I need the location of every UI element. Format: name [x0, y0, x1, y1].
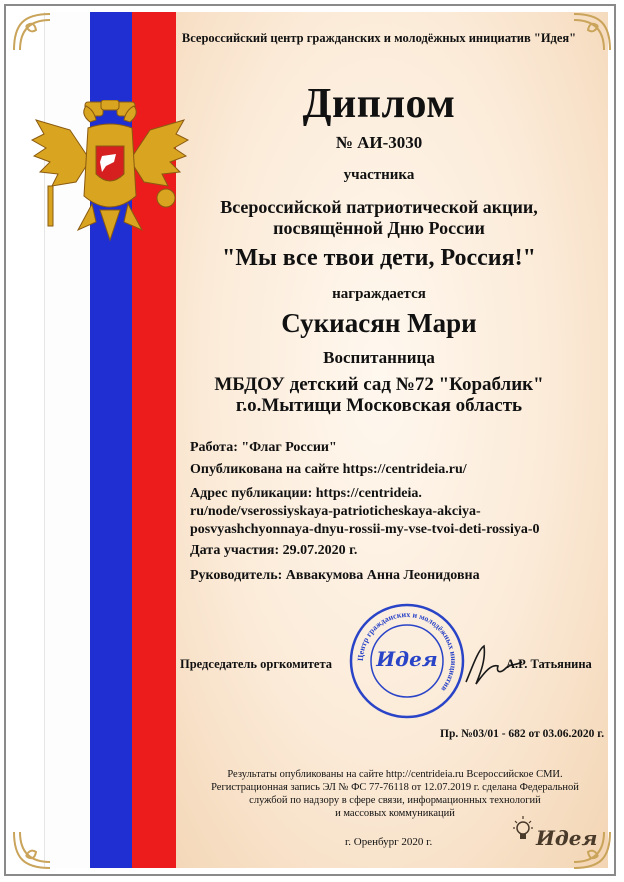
- work-title: Работа: "Флаг России": [190, 440, 337, 455]
- event-line-2: посвящённой Дню России: [273, 218, 485, 238]
- corner-ornament-icon: [10, 10, 56, 56]
- address-line-1: Адрес публикации: https://centrideia.: [190, 486, 422, 501]
- recipient-status: Воспитанница: [323, 348, 435, 367]
- logo-text: Идея: [536, 826, 598, 850]
- institution-line-1: МБДОУ детский сад №72 "Кораблик": [214, 374, 544, 395]
- institution: [150, 374, 608, 416]
- stamp-ring-text: Центр гражданских и молодёжных инициатив: [355, 609, 459, 694]
- recipient-name: Сукиасян Мари: [281, 308, 477, 338]
- supervisor: Руководитель: Аввакумова Анна Леонидовна: [190, 568, 480, 583]
- published-site: Опубликована на сайте https://centrideia.ru/: [190, 462, 467, 477]
- diploma-number: № АИ-3030: [335, 133, 423, 152]
- address-line-2: ru/node/vserossiyskaya-patrioticheskaya-akciya-: [190, 504, 481, 519]
- official-stamp-icon: [348, 602, 466, 720]
- event-name: [150, 197, 608, 239]
- event-line-1: Всероссийской патриотической акции,: [220, 197, 538, 217]
- chairman-name: А.Р. Татьянина: [506, 657, 592, 671]
- city-year: г. Оренбург 2020 г.: [345, 836, 433, 848]
- order-reference: Пр. №03/01 - 682 от 03.06.2020 г.: [440, 728, 605, 740]
- participant-role: участника: [343, 167, 415, 183]
- institution-line-2: г.о.Мытищи Московская область: [235, 395, 523, 416]
- awarded-label: награждается: [332, 286, 426, 302]
- event-slogan: "Мы все твои дети, Россия!": [222, 245, 536, 271]
- address-line-3: posvyashchyonnaya-dnyu-rossii-my-vse-tvoi-deti-rossiya-0: [190, 522, 540, 537]
- footer-line-4: и массовых коммуникаций: [335, 808, 455, 819]
- footer-line-2: Регистрационная запись ЭЛ № ФС 77-76118 от 12.07.2019 г. сделана Федеральной: [211, 782, 579, 793]
- stamp-center-text: Идея: [376, 647, 438, 671]
- publication-address: [190, 485, 600, 539]
- participation-date: Дата участия: 29.07.2020 г.: [190, 543, 358, 558]
- footer-line-3: службой по надзору в сфере связи, информационных технологий: [249, 795, 541, 806]
- footer-line-1: Результаты опубликованы на сайте http://centrideia.ru Всероссийское СМИ.: [227, 769, 563, 780]
- corner-ornament-icon: [10, 826, 56, 872]
- organizer-name: Всероссийский центр гражданских и молодёжных инициатив "Идея": [181, 31, 577, 45]
- diploma-title: Диплом: [302, 81, 456, 127]
- chairman-label: Председатель оргкомитета: [180, 657, 333, 671]
